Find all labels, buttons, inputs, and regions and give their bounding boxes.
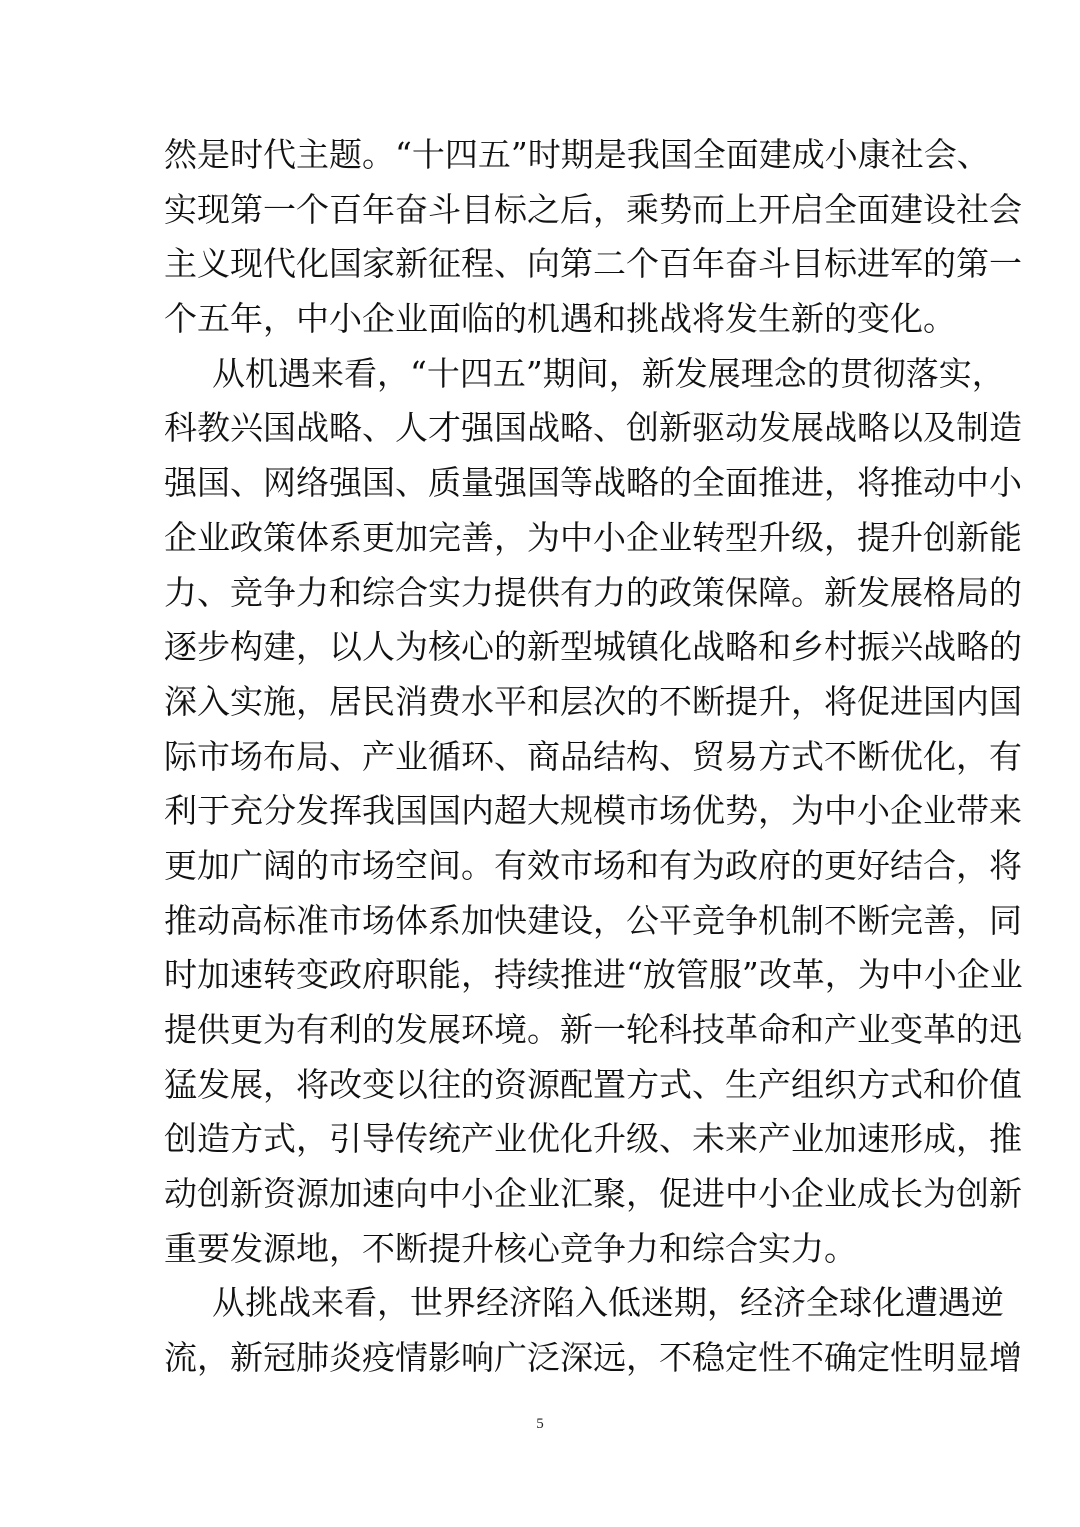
text-line: 个五年，中小企业面临的机遇和挑战将发生新的变化。 bbox=[164, 299, 956, 339]
text-line: 逐步构建，以人为核心的新型城镇化战略和乡村振兴战略的 bbox=[164, 627, 1022, 667]
text-line: 主义现代化国家新征程、向第二个百年奋斗目标进军的第一 bbox=[164, 244, 1022, 284]
text-line: 从机遇来看，“十四五”期间，新发展理念的贯彻落实， bbox=[212, 353, 1005, 393]
text-line: 企业政策体系更加完善，为中小企业转型升级，提升创新能 bbox=[164, 517, 1022, 557]
text-line: 时加速转变政府职能，持续推进“放管服”改革，为中小企业 bbox=[164, 955, 1023, 995]
body-text bbox=[164, 128, 1023, 1386]
text-line: 猛发展，将改变以往的资源配置方式、生产组织方式和价值 bbox=[164, 1064, 1022, 1104]
text-line: 提供更为有利的发展环境。新一轮科技革命和产业变革的迅 bbox=[164, 1010, 1022, 1049]
text-line: 重要发源地，不断提升核心竞争力和综合实力。 bbox=[164, 1228, 857, 1268]
text-line: 然是时代主题。“十四五”时期是我国全面建成小康社会、 bbox=[164, 135, 990, 174]
text-line: 实现第一个百年奋斗目标之后，乘势而上开启全面建设社会 bbox=[164, 189, 1022, 229]
text-line: 强国、网络强国、质量强国等战略的全面推进，将推动中小 bbox=[164, 463, 1022, 503]
text-line: 创造方式，引导传统产业优化升级、未来产业加速形成，推 bbox=[164, 1119, 1022, 1159]
text-line: 深入实施，居民消费水平和层次的不断提升，将促进国内国 bbox=[164, 681, 1022, 721]
text-line: 更加广阔的市场空间。有效市场和有为政府的更好结合，将 bbox=[164, 845, 1022, 885]
text-line: 科教兴国战略、人才强国战略、创新驱动发展战略以及制造 bbox=[164, 408, 1022, 448]
text-line: 力、竞争力和综合实力提供有力的政策保障。新发展格局的 bbox=[164, 572, 1022, 612]
text-line: 利于充分发挥我国国内超大规模市场优势，为中小企业带来 bbox=[164, 791, 1022, 831]
text-line: 从挑战来看，世界经济陷入低迷期，经济全球化遭遇逆 bbox=[212, 1283, 1004, 1323]
text-line: 际市场布局、产业循环、商品结构、贸易方式不断优化，有 bbox=[164, 736, 1022, 776]
text-line: 流，新冠肺炎疫情影响广泛深远，不稳定性不确定性明显增 bbox=[164, 1338, 1022, 1378]
text-line: 动创新资源加速向中小企业汇聚，促进中小企业成长为创新 bbox=[164, 1174, 1022, 1214]
text-line: 推动高标准市场体系加快建设，公平竞争机制不断完善，同 bbox=[164, 900, 1022, 940]
page-number: 5 bbox=[536, 1416, 544, 1432]
